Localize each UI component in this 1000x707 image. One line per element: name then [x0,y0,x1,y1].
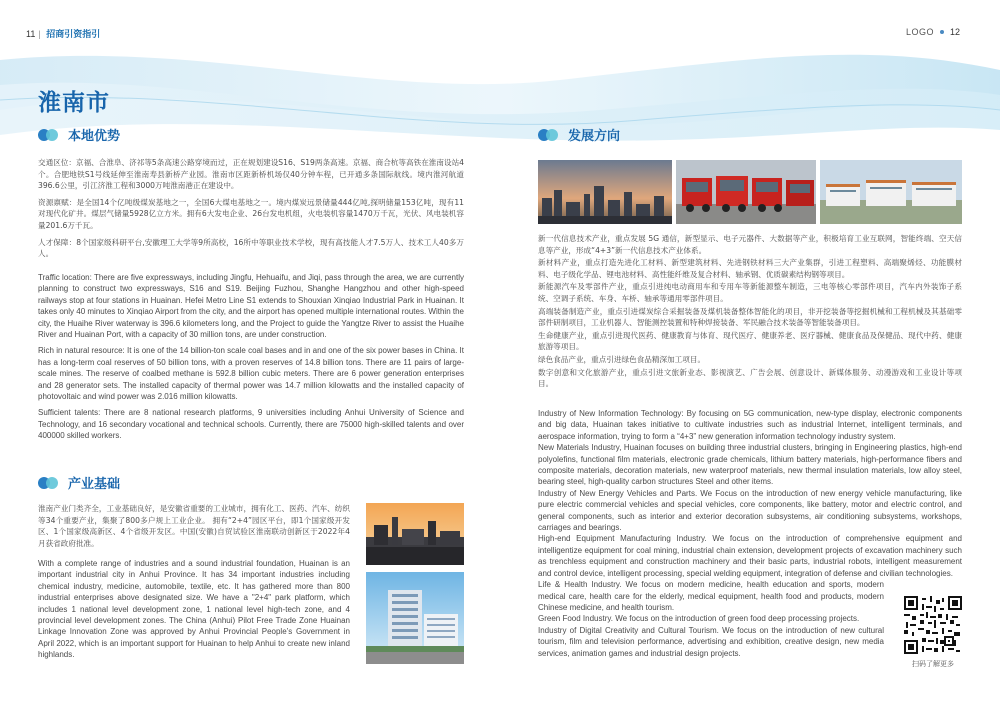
section-heading-industry-base [38,473,120,492]
page-title: 淮南市 [38,90,110,116]
paragraph: 新能源汽车及零部件产业，重点引进纯电动商用车和专用车等新能源整车制造，三电等核心零部件项目，汽车内外装饰子系统、空调子系统、车身、车桥、轴承等通用零部件项目。 [538,282,962,303]
header-wave-decoration [0,40,1000,150]
paragraph: 人才保障：8个国家级科研平台,安徽理工大学等9所高校，16所中等职业技术学校，现有高技能人才7.5万人、技术工人40多万人。 [38,237,464,259]
office-building-photo [366,572,464,664]
industry-base-en-text [38,558,350,666]
paragraph: Life & Health Industry. We focus on modern medicine, health education and sports, modern medical care, health care for the elderly, medical equipment, health food and products, modern Chinese medicine, and health tourism. [538,580,884,612]
paragraph: Traffic location: There are five expressways, including Jingfu, Hehuaifu, and Jiqi, pass through the area, we are currently planning to construct two expressways, S16 and S19. Beijing Fuzhou, Shanghe Hangzhou and other high-speed railways stop at four stations in Huainan. Hefei Metro Line S1 extends to Shouxian Xinqiao Industrial Park in Huainan. It takes only 40 minutes to Xinqiao Airport from the city, and the airport has opened multiple international routes. Within the city, the Huaihe River waterway is 396.6 kilometers long, and the Project to guide the Yangtze River to assist the Huaihe River and Huainan Port, with a capacity of 30 million tons, are under construction. [38,273,464,340]
city-skyline-photo [538,160,672,224]
local-advantage-cn-text [38,157,464,265]
paragraph: 数字创意和文化旅游产业，重点引进文旅新业态、影视演艺、广告会展、创意设计、新媒体服务、动漫游戏和工业设计等项目。 [538,367,962,389]
development-en-text [538,408,962,659]
paragraph: 新材料产业，重点打造先进化工材料、新型建筑材料、先进钢铁材料三大产业集群，引进工程塑料、高端聚烯烃、功能膜材料、电子级化学品、锂电池材料、高性能纤维及复合材料、轴承钢、优质碳素结构钢等项目。 [538,258,962,279]
paragraph: Industry of Digital Creativity and Cultural Tourism. We focus on the introduction of new cultural tourism, film and television performance, advertising and exhibition, creative design, new media services, animation games and industrial design projects. [538,625,884,658]
double-circle-icon [538,129,560,141]
paragraph: Green Food Industry. We focus on the introduction of green food deep processing projects. [538,614,860,624]
paragraph: 新一代信息技术产业，重点发展 5G 通信，新型显示、电子元器件、大数据等产业，积极培育工业互联网，智能终端、空天信息等产业，形成“4+3”新一代信息技术产业体系。 [538,234,962,255]
paragraph: 高端装备制造产业，重点引进煤炭综合采掘装备及煤机装备整体智能化的项目，非开挖装备等挖掘机械和工程机械及其基础零部件研制项目，工业机器人、智能测控装置和特种焊接装备、军民融合技术装备等智能装备项目。 [538,306,962,328]
section-title: 产业基础 [68,477,121,492]
industrial-park-photo [820,160,962,224]
dot-icon [940,30,944,34]
paragraph: Rich in natural resource: It is one of the 14 billion-ton scale coal bases and in and one of the six power bases in China. It has a long-term coal reserves of 50 billion tons, with a proven reserves of 14.8 billion tons. There are 11 pairs of large-scale mines. The reserve of coalbed methane is 592.8 billion cubic meters. There are 6 power generation enterprises and 28 generator sets. The installed capacity of thermal power was 14.7 million kilowatts and the installed capacity of photovoltaic and wind power was 2.016 million kilowatts. [38,346,464,402]
paragraph: 交通区位：京福、合淮阜、济祁等5条高速公路穿境而过，正在规划建设S16、S19两条高速。京福、商合杭等高铁在淮南设站4个。合肥地铁S1号线延伸至淮南寿县新桥产业园。淮南市区距新桥机场仅40分钟车程，已开通多条国际航线。境内淮河航道396.6公里，引江济淮工程和3000万吨淮南港正在建设中。 [38,158,464,191]
paragraph: High-end Equipment Manufacturing Industry. We focus on the introduction of comprehensive equipment and intelligentize equipment for coal mining, industrial chain extension, development projects of excavation machinery such as trenchless equipment and construction machinery and their basic parts, industrial robots, intelligent measurement and control device, intelligent processing, special welding equipment, integration of defense and civilian technologies. [538,534,962,578]
local-advantage-en-text [38,272,464,447]
industry-base-cn-text [38,503,350,554]
paragraph: 淮南产业门类齐全，工业基础良好，是安徽省重要的工业城市，拥有化工、医药、汽车、纺织等34个重要产业，集聚了800多户规上工业企业。 拥有“2+4”园区平台，即1个国家级开发区、1个国家级高新区、4个省级开发区。中国(安徽)自贸试验区淮南联动创新区于2022年4月获省政府批准。 [38,504,350,548]
double-circle-icon [38,477,60,489]
paragraph: Industry of New Information Technology: By focusing on 5G communication, new-type display, electronic components and big data, Huainan takes initiative to cultivate industries such as industrial Internet, intelligent terminals, and aerospace information, trying to form a “4+3” new generation information technology industry system. [538,409,962,441]
paragraph: Sufficient talents: There are 8 national research platforms, 9 universities including Anhui University of Science and Technology, and 16 secondary vocational and technical schools. Currently, there are 75000 high-skilled talents and over 400000 skilled workers. [38,408,464,441]
page-number-right: 12 [949,27,960,37]
section-title: 本地优势 [68,129,121,144]
header-right [906,27,960,37]
paragraph: With a complete range of industries and a sound industrial foundation, Huainan is an important industrial city in Anhui Province. It has 34 important industries including chemical industry, medicine, automobile, textile, etc. It has gathered more than 800 industrial enterprises above designated size. We have a "2+4" park platform, which includes 1 national level development zone, 1 national level high-tech zone, and 4 provincial level development zones. The China (Anhui) Pilot Free Trade Zone Huainan Linkage Innovation Zone was approved by Anhui Provincial People’s Government in April 2022, which is an important support for Huainan to help Anhui to create new inland highlands. [38,559,350,660]
development-cn-text [538,233,962,391]
paragraph: Industry of New Energy Vehicles and Parts. We Focus on the introduction of new energy vehicle manufacturing, like pure electric commercial vehicles and special vehicles, core components, like battery, motor and electric control, and general components, such as interior and exterior decoration subsystems, air conditioning subsystems, workshops, carriages and bearings. [538,488,962,533]
page-number-left: 11 [26,29,36,39]
paragraph: 生命健康产业，重点引进现代医药、健康教育与体育、现代医疗、健康养老、医疗器械、健康食品及保健品、现代中药、健康旅游等项目。 [538,330,962,352]
factory-photo [366,503,464,565]
qr-code-icon[interactable] [904,596,962,654]
section-heading-development [538,125,620,144]
header-left: 11 | 招商引资指引 [26,29,101,39]
double-circle-icon [38,129,60,141]
paragraph: 资源禀赋：是全国14个亿吨级煤炭基地之一，全国6大煤电基地之一。境内煤炭远景储量444亿吨,探明储量153亿吨，现有11对现代化矿井。煤层气储量5928亿立方米。拥有6大发电企业、26台发电机组，火电装机容量1470万千瓦，光伏、风电装机容量201.6万千瓦。 [38,197,464,230]
trucks-photo [676,160,816,224]
section-title: 发展方向 [568,129,621,144]
paragraph: 绿色食品产业，重点引进绿色食品精深加工项目。 [538,354,706,364]
paragraph: New Materials Industry, Huainan focuses on building three industrial clusters, bringing in Engineering plastics, high-end polyolefins, functional film materials, electronic grade chemicals, lithium battery materials, high-performance fibers and composite materials, decoration materials, new waterproof materials, new thermal insulation materials, low alloy steel, bearing steel, high-quality carbon structures Steel and other items. [538,443,962,487]
qr-caption: 扫码了解更多 [912,660,954,668]
logo-text: LOGO [905,27,934,37]
section-heading-local-advantage [38,125,120,144]
header-title: 招商引资指引 [46,29,101,39]
